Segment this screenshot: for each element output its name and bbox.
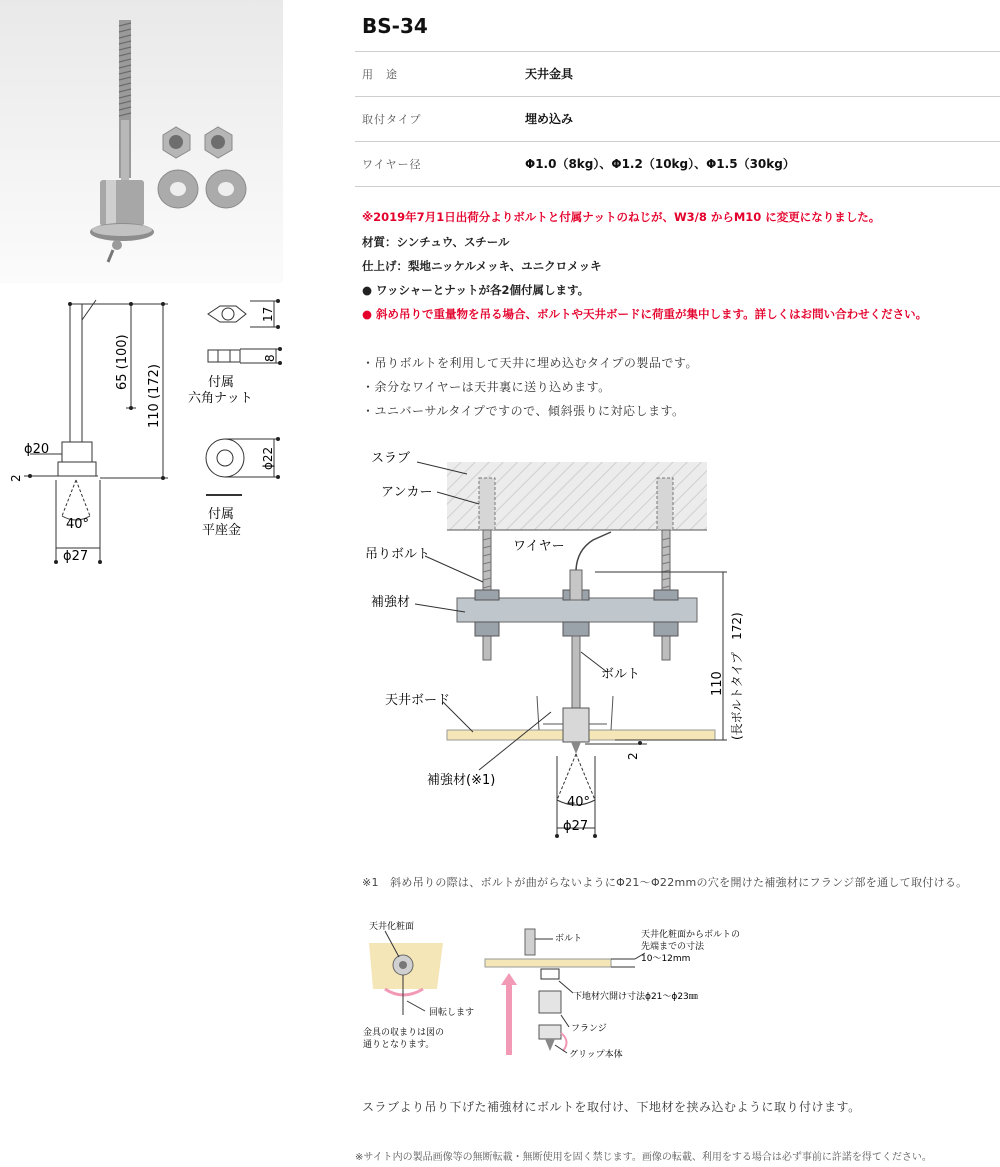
dim-65-label: 65 (100) (115, 334, 130, 390)
reinforcement-note-label: 補強材(※1) (427, 773, 496, 788)
product-title: BS-34 (362, 14, 428, 38)
hanging-bolt-label: 吊りボルト (365, 547, 431, 562)
slab-label: スラブ (371, 451, 411, 466)
dim-8-label: 8 (263, 354, 277, 362)
dim-2-label: 2 (626, 752, 640, 760)
fit-label-2: 通りとなります。 (363, 1040, 435, 1050)
dim-110-label: 110 (710, 671, 725, 696)
spec-label: 用 途 (362, 68, 398, 81)
product-photo (0, 0, 283, 283)
dim-20-label: ϕ20 (24, 442, 50, 457)
product-photo-drawing (0, 0, 283, 283)
wire-label: ワイヤー (513, 539, 565, 554)
washer-label-2: 平座金 (202, 523, 242, 538)
distance-label-1: 天井化粧面からボルトの (641, 930, 741, 940)
dim-110-label: 110 (172) (147, 364, 162, 428)
spec-row-wire-diameter (355, 142, 1000, 187)
flange-label: フランジ (571, 1024, 607, 1034)
hole-label: 下地材穴開け寸法ϕ21〜ϕ23㎜ (573, 992, 698, 1002)
dim-17-label: 17 (261, 306, 275, 322)
ceiling-surface-label: 天井化粧面 (369, 922, 415, 932)
install-instruction: スラブより吊り下げた補強材にボルトを取付け、下地材を挟み込むように取り付けます。 (362, 1100, 861, 1114)
dimension-drawing (0, 290, 300, 580)
finish-note: 仕上げ：梨地ニッケルメッキ、ユニクロメッキ (362, 259, 602, 273)
spec-value: 埋め込み (525, 112, 574, 126)
washer-label-1: 付属 (208, 507, 235, 522)
spec-value: 天井金具 (525, 67, 574, 81)
spec-label: 取付タイプ (362, 113, 422, 126)
copyright-notice: ※サイト内の製品画像等の無断転載・無断使用を固く禁じます。画像の転載、利用をする場合は必ず事前に許諾を得てください。 (355, 1152, 932, 1163)
nut-label-2: 六角ナット (188, 391, 253, 406)
dim-27-label: ϕ27 (63, 549, 89, 564)
fit-label-1: 金具の収まりは図の (363, 1028, 445, 1038)
distance-label-3: 10〜12mm (641, 954, 691, 964)
dim-40-label: 40° (567, 795, 591, 810)
bolt-label: ボルト (601, 667, 641, 682)
spec-value: Φ1.0（8kg）、Φ1.2（10kg）、Φ1.5（30kg） (525, 157, 795, 171)
footnote-1: ※1 斜め吊りの際は、ボルトが曲がらないようにΦ21〜Φ22mmの穴を開けた補強材にフランジ部を通して取付ける。 (362, 876, 968, 889)
nut-label-1: 付属 (208, 375, 235, 390)
material-note: 材質：シンチュウ、スチール (362, 235, 510, 249)
warning-note: ● 斜め吊りで重量物を吊る場合、ボルトや天井ボードに荷重が集中します。詳しくはお問い合わせください。 (362, 307, 928, 321)
dim-2-label: 2 (9, 474, 23, 482)
spec-label: ワイヤー径 (362, 158, 422, 171)
dim-40-label: 40° (66, 517, 90, 532)
accessories-note: ● ワッシャーとナットが各2個付属します。 (362, 283, 590, 297)
bolt-label: ボルト (555, 934, 583, 944)
dim-long-label: (長ボルトタイプ 172) (730, 612, 744, 740)
description-line: ・ユニバーサルタイプですので、傾斜張りに対応します。 (362, 404, 685, 418)
dim-22-label: ϕ22 (261, 446, 275, 470)
distance-label-2: 先端までの寸法 (641, 942, 705, 952)
spec-row-mount-type (355, 97, 1000, 142)
detail-diagram (355, 915, 775, 1065)
ceiling-board-label: 天井ボード (385, 693, 451, 708)
change-notice: ※2019年7月1日出荷分よりボルトと付属ナットのねじが、W3/8 からM10 に変更になりました。 (362, 210, 881, 224)
dim-27-label: ϕ27 (563, 819, 589, 834)
rotate-label: 回転します (429, 1008, 475, 1018)
grip-label: グリップ本体 (569, 1050, 623, 1060)
reinforcement-label: 補強材 (371, 595, 411, 610)
description-line: ・余分なワイヤーは天井裏に送り込めます。 (362, 380, 611, 394)
installation-diagram (355, 440, 795, 840)
anchor-label: アンカー (381, 485, 433, 500)
description-line: ・吊りボルトを利用して天井に埋め込むタイプの製品です。 (362, 356, 698, 370)
spec-row-usage (355, 52, 1000, 97)
